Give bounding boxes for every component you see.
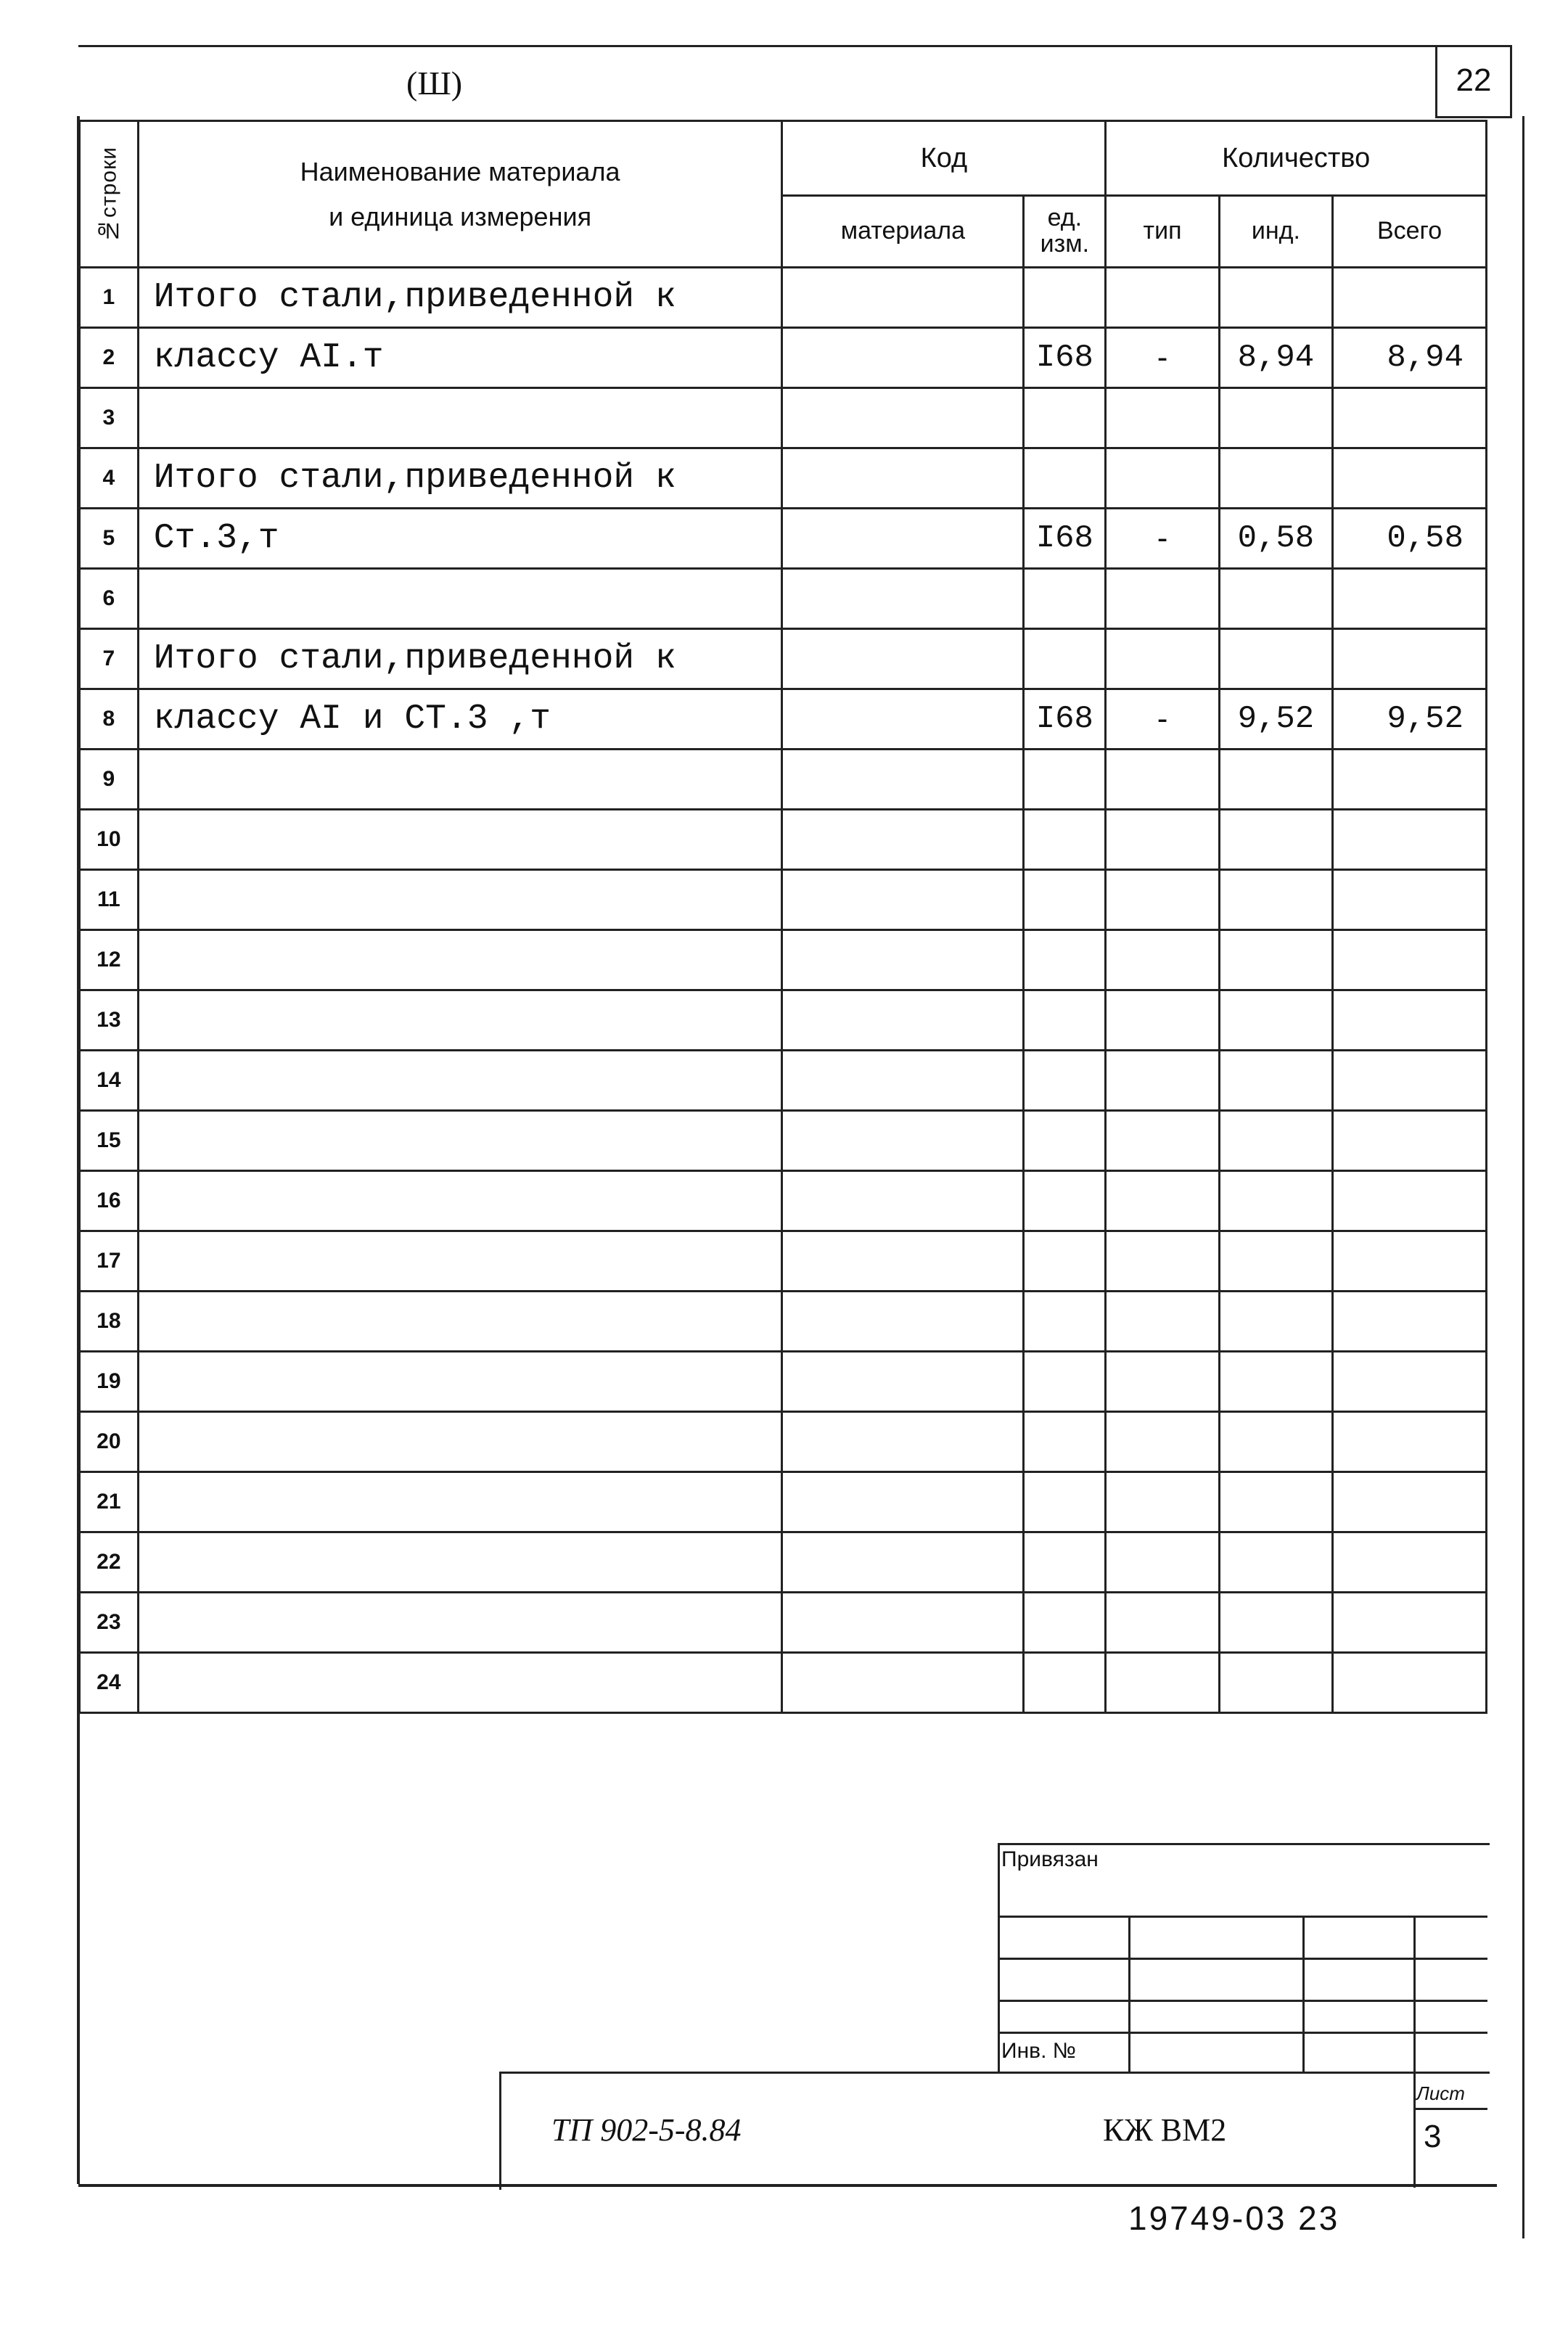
qty-type-cell [1106,569,1219,629]
unit-code-cell [1024,1653,1106,1713]
unit-code-cell [1024,1292,1106,1352]
qty-type-cell [1106,810,1219,870]
qty-ind-cell [1219,629,1332,689]
row-number: 23 [80,1593,139,1653]
qty-ind-cell [1219,1171,1332,1231]
material-code-cell [782,388,1024,448]
qty-ind-cell [1219,1292,1332,1352]
qty-type-cell [1106,388,1219,448]
unit-code-cell [1024,1051,1106,1111]
qty-ind-cell: 8,94 [1219,328,1332,388]
qty-ind-cell [1219,1051,1332,1111]
header-code-unit [1024,196,1106,268]
qty-total-cell [1333,1352,1487,1412]
unit-code-cell [1024,930,1106,990]
qty-type-cell [1106,629,1219,689]
qty-type-cell [1106,1412,1219,1472]
material-name-cell [138,1593,782,1653]
archive-number: 19749-03 23 [1128,2199,1340,2237]
qty-total-cell [1333,1231,1487,1292]
qty-ind-cell [1219,990,1332,1051]
header-name-line2: и единица измерения [329,201,592,231]
material-name-cell: Итого стали,приведенной к [138,268,782,328]
material-code-cell [782,1171,1024,1231]
qty-total-cell [1333,629,1487,689]
table-row [80,1412,1487,1472]
header-qty-total: Всего [1333,196,1487,268]
qty-ind-cell: 0,58 [1219,509,1332,569]
qty-ind-cell [1219,569,1332,629]
table-row [80,1111,1487,1171]
qty-total-cell [1333,930,1487,990]
table-row [80,1231,1487,1292]
table-row [80,1292,1487,1352]
material-code-cell [782,689,1024,750]
material-name-cell [138,1412,782,1472]
table-row [80,629,1487,689]
material-code-cell [782,1292,1024,1352]
qty-type-cell [1106,870,1219,930]
qty-ind-cell [1219,1532,1332,1593]
unit-code-cell [1024,388,1106,448]
qty-ind-cell [1219,388,1332,448]
material-name-cell [138,1292,782,1352]
header-code: Код [782,121,1106,196]
qty-type-cell: - [1106,509,1219,569]
material-name-cell: классу АI и СТ.3 ,т [138,689,782,750]
qty-type-cell [1106,1472,1219,1532]
qty-type-cell [1106,1532,1219,1593]
header-row-number: №строки [80,121,139,268]
sheet-box-divider [1413,2108,1487,2110]
qty-total-cell [1333,1051,1487,1111]
row-number: 6 [80,569,139,629]
row-number: 17 [80,1231,139,1292]
row-number: 2 [80,328,139,388]
qty-total-cell [1333,388,1487,448]
qty-type-cell [1106,268,1219,328]
material-code-cell [782,1532,1024,1593]
linked-label: Привязан [1001,1847,1099,1871]
unit-code-cell [1024,1111,1106,1171]
table-row [80,1653,1487,1713]
material-code-cell [782,1472,1024,1532]
table-row [80,268,1487,328]
qty-ind-cell [1219,1412,1332,1472]
row-number: 15 [80,1111,139,1171]
unit-code-cell [1024,750,1106,810]
material-code-cell [782,1231,1024,1292]
qty-total-cell [1333,1472,1487,1532]
row-number: 1 [80,268,139,328]
material-code-cell [782,990,1024,1051]
qty-type-cell [1106,750,1219,810]
qty-ind-cell [1219,870,1332,930]
material-name-cell [138,569,782,629]
frame-top-line [78,45,1511,47]
qty-ind-cell [1219,1231,1332,1292]
material-name-cell: Итого стали,приведенной к [138,629,782,689]
material-code-cell [782,810,1024,870]
table-row [80,388,1487,448]
material-name-cell [138,1532,782,1593]
unit-code-cell [1024,569,1106,629]
table-row [80,1352,1487,1412]
material-name-cell: классу АI.т [138,328,782,388]
qty-total-cell: 9,52 [1333,689,1487,750]
header-quantity: Количество [1106,121,1487,196]
row-number: 4 [80,448,139,509]
table-row [80,870,1487,930]
qty-total-cell [1333,870,1487,930]
material-code-cell [782,1051,1024,1111]
material-name-cell: Итого стали,приведенной к [138,448,782,509]
material-name-cell [138,810,782,870]
unit-code-cell [1024,268,1106,328]
row-number: 22 [80,1532,139,1593]
qty-ind-cell [1219,1352,1332,1412]
table-row [80,990,1487,1051]
qty-total-cell [1333,1171,1487,1231]
qty-total-cell [1333,1111,1487,1171]
unit-code-cell [1024,810,1106,870]
table-row [80,569,1487,629]
row-number: 10 [80,810,139,870]
material-name-cell [138,1472,782,1532]
material-name-cell [138,1352,782,1412]
qty-ind-cell [1219,1472,1332,1532]
material-code-cell [782,569,1024,629]
qty-total-cell [1333,1412,1487,1472]
table-row [80,1472,1487,1532]
unit-code-cell [1024,1231,1106,1292]
material-name-cell [138,870,782,930]
qty-type-cell [1106,990,1219,1051]
table-row [80,448,1487,509]
table-row [80,930,1487,990]
qty-type-cell [1106,1171,1219,1231]
material-code-cell [782,750,1024,810]
material-code-cell [782,1111,1024,1171]
section-mark: (Ш) [406,65,463,102]
qty-type-cell [1106,930,1219,990]
header-qty-type: тип [1106,196,1219,268]
qty-type-cell [1106,1593,1219,1653]
table-row [80,1593,1487,1653]
stamp-divider [1302,1916,1305,2072]
header-name-line1: Наименование материала [300,156,620,186]
unit-code-cell [1024,1171,1106,1231]
unit-code-cell [1024,1593,1106,1653]
qty-type-cell: - [1106,689,1219,750]
row-number: 7 [80,629,139,689]
material-name-cell: Ст.3,т [138,509,782,569]
material-code-cell [782,509,1024,569]
qty-total-cell [1333,810,1487,870]
table-body [80,268,1487,1713]
unit-code-cell [1024,1472,1106,1532]
unit-code-cell [1024,1412,1106,1472]
qty-type-cell [1106,1352,1219,1412]
material-code-cell [782,1593,1024,1653]
frame-right-line [1522,116,1524,2238]
stamp-divider [1413,1916,1416,2072]
row-number: 11 [80,870,139,930]
material-name-cell [138,1653,782,1713]
qty-total-cell [1333,569,1487,629]
sheet-label: Лист [1416,2082,1465,2104]
table-row [80,1051,1487,1111]
qty-type-cell [1106,448,1219,509]
material-code-cell [782,930,1024,990]
qty-total-cell [1333,1593,1487,1653]
table-row [80,810,1487,870]
qty-total-cell: 0,58 [1333,509,1487,569]
row-number: 5 [80,509,139,569]
material-code-cell [782,1352,1024,1412]
row-number: 20 [80,1412,139,1472]
qty-ind-cell [1219,750,1332,810]
row-number: 3 [80,388,139,448]
table-row [80,1532,1487,1593]
material-code-cell [782,448,1024,509]
qty-ind-cell [1219,448,1332,509]
stamp-divider [1128,1916,1130,2072]
material-code-cell [782,1653,1024,1713]
row-number: 21 [80,1472,139,1532]
qty-type-cell: - [1106,328,1219,388]
unit-code-cell [1024,870,1106,930]
row-number: 16 [80,1171,139,1231]
material-code-cell [782,1412,1024,1472]
material-name-cell [138,990,782,1051]
qty-ind-cell: 9,52 [1219,689,1332,750]
material-name-cell [138,930,782,990]
header-unit-line2: изм. [1040,230,1090,258]
row-number: 18 [80,1292,139,1352]
qty-total-cell: 8,94 [1333,328,1487,388]
header-material-name [138,121,782,268]
material-name-cell [138,1231,782,1292]
qty-total-cell [1333,1532,1487,1593]
qty-ind-cell [1219,1111,1332,1171]
qty-total-cell [1333,1653,1487,1713]
qty-type-cell [1106,1111,1219,1171]
header-unit-line1: ед. [1047,204,1083,232]
table-row [80,750,1487,810]
unit-code-cell: I68 [1024,328,1106,388]
qty-ind-cell [1219,810,1332,870]
header-code-material: материала [782,196,1024,268]
table-row [80,328,1487,388]
qty-type-cell [1106,1292,1219,1352]
materials-table [78,120,1487,1714]
sheet-value: 3 [1424,2119,1442,2154]
qty-total-cell [1333,990,1487,1051]
sheet-number-box [1435,45,1512,118]
material-name-cell [138,1051,782,1111]
table-row [80,509,1487,569]
row-number: 8 [80,689,139,750]
unit-code-cell: I68 [1024,689,1106,750]
qty-type-cell [1106,1051,1219,1111]
material-name-cell [138,1111,782,1171]
qty-ind-cell [1219,1653,1332,1713]
row-number: 12 [80,930,139,990]
qty-total-cell [1333,268,1487,328]
sheet-number: 22 [1456,62,1492,98]
unit-code-cell [1024,1352,1106,1412]
row-number: 24 [80,1653,139,1713]
table-row [80,1171,1487,1231]
material-code-cell [782,328,1024,388]
material-code-cell [782,870,1024,930]
project-designation: ТП 902-5-8.84 [551,2112,742,2148]
material-code-cell [782,268,1024,328]
row-number: 14 [80,1051,139,1111]
inventory-number-label: Инв. № [1001,2039,1076,2063]
qty-total-cell [1333,750,1487,810]
table-row [80,689,1487,750]
row-number: 9 [80,750,139,810]
header-qty-ind: инд. [1219,196,1332,268]
document-code: КЖ ВМ2 [1103,2112,1227,2148]
qty-total-cell [1333,448,1487,509]
unit-code-cell [1024,629,1106,689]
material-name-cell [138,750,782,810]
material-name-cell [138,1171,782,1231]
material-name-cell [138,388,782,448]
qty-type-cell [1106,1653,1219,1713]
unit-code-cell [1024,990,1106,1051]
row-number: 19 [80,1352,139,1412]
qty-total-cell [1333,1292,1487,1352]
qty-ind-cell [1219,268,1332,328]
qty-ind-cell [1219,930,1332,990]
row-number: 13 [80,990,139,1051]
qty-ind-cell [1219,1593,1332,1653]
material-code-cell [782,629,1024,689]
unit-code-cell [1024,448,1106,509]
unit-code-cell [1024,1532,1106,1593]
unit-code-cell: I68 [1024,509,1106,569]
qty-type-cell [1106,1231,1219,1292]
